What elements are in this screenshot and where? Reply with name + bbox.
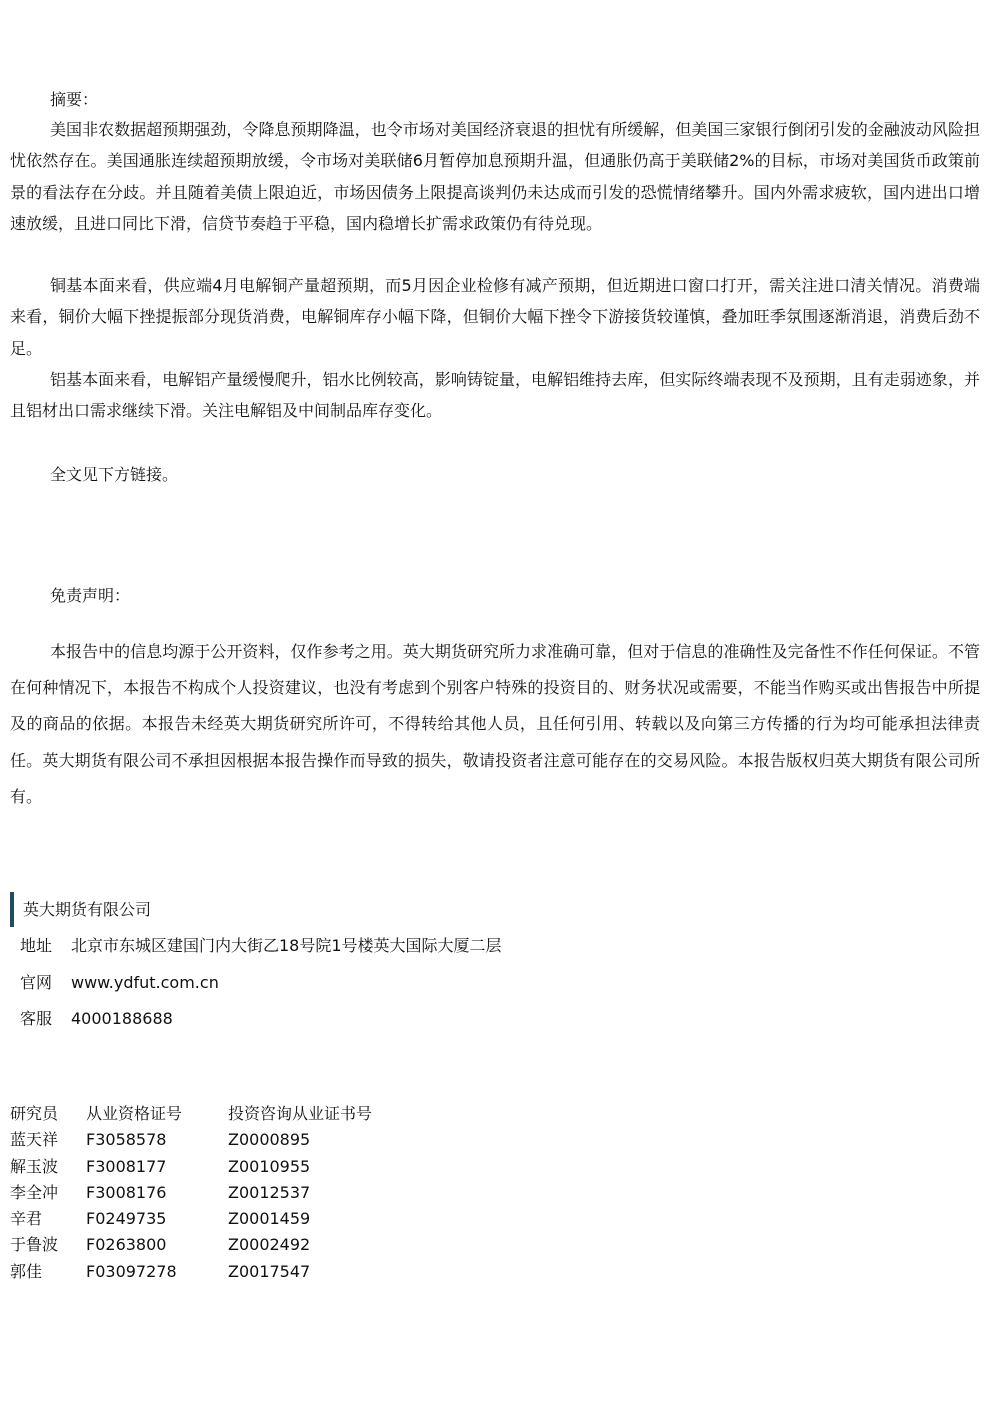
website-label: 官网 <box>20 973 53 992</box>
table-row <box>10 1232 428 1258</box>
table-row <box>10 1127 428 1153</box>
qualification-number: F0263800 <box>86 1235 167 1255</box>
table-row <box>10 1206 428 1232</box>
researcher-name: 辛君 <box>10 1209 43 1229</box>
consulting-cert-number: Z0012537 <box>228 1182 311 1202</box>
consulting-cert-number: Z0002492 <box>228 1235 311 1255</box>
qualification-number: F3058578 <box>86 1130 167 1150</box>
researchers-table <box>10 1101 428 1285</box>
qualification-number: F3008176 <box>86 1182 167 1202</box>
table-header-row <box>10 1101 428 1127</box>
address-value: 北京市东城区建国门内大街乙18号院1号楼英大国际大厦二层 <box>71 936 502 955</box>
contact-address-row <box>20 936 502 956</box>
table-row <box>10 1154 428 1180</box>
header-researcher: 研究员 <box>10 1104 59 1123</box>
summary-paragraph-copper: 铜基本面来看，供应端4月电解铜产量超预期，而5月因企业检修有减产预期，但近期进口窗口打开，需关注进口清关情况。消费端来看，铜价大幅下挫提振部分现货消费，电解铜库存小幅下降，但铜价大幅下挫令下游接货较谨慎，叠加旺季氛围逐渐消退，消费后劲不足。 <box>10 276 980 358</box>
contact-service-row <box>20 1009 173 1029</box>
disclaimer-body: 本报告中的信息均源于公开资料，仅作参考之用。英大期货研究所力求准确可靠，但对于信息的准确性及完备性不作任何保证。不管在何种情况下，本报告不构成个人投资建议，也没有考虑到个别客户特殊的投资目的、财务状况或需要，不能当作购买或出售报告中所提及的商品的依据。本报告未经英大期货研究所许可，不得转给其他人员，且任何引用、转载以及向第三方传播的行为均可能承担法律责任。英大期货有限公司不承担因根据本报告操作而导致的损失，敬请投资者注意可能存在的交易风险。本报告版权归英大期货有限公司所有。 <box>10 642 980 806</box>
summary-heading: 摘要： <box>50 90 99 109</box>
summary-paragraph-aluminum: 铝基本面来看，电解铝产量缓慢爬升，铝水比例较高，影响铸锭量，电解铝维持去库，但实际终端表现不及预期，且有走弱迹象，并且铝材出口需求继续下滑。关注电解铝及中间制品库存变化。 <box>10 370 980 421</box>
consulting-cert-number: Z0000895 <box>228 1130 311 1150</box>
researcher-name: 解玉波 <box>10 1156 59 1176</box>
company-accent-bar <box>10 892 14 927</box>
disclaimer-heading: 免责声明： <box>50 586 131 605</box>
table-row <box>10 1259 428 1285</box>
service-value: 4000188688 <box>71 1009 173 1028</box>
researcher-name: 郭佳 <box>10 1261 43 1281</box>
consulting-cert-number: Z0017547 <box>228 1261 311 1281</box>
address-label: 地址 <box>20 936 53 955</box>
header-consulting-cert: 投资咨询从业证书号 <box>228 1104 373 1123</box>
website-value[interactable]: www.ydfut.com.cn <box>71 973 219 992</box>
qualification-number: F0249735 <box>86 1209 167 1229</box>
company-name: 英大期货有限公司 <box>23 900 152 919</box>
qualification-number: F03097278 <box>86 1261 177 1281</box>
consulting-cert-number: Z0001459 <box>228 1209 311 1229</box>
consulting-cert-number: Z0010955 <box>228 1156 311 1176</box>
service-label: 客服 <box>20 1009 53 1028</box>
researcher-name: 于鲁波 <box>10 1235 59 1255</box>
researcher-name: 蓝天祥 <box>10 1130 59 1150</box>
researcher-name: 李全冲 <box>10 1182 59 1202</box>
table-row <box>10 1180 428 1206</box>
contact-website-row <box>20 973 219 993</box>
qualification-number: F3008177 <box>86 1156 167 1176</box>
header-qualification: 从业资格证号 <box>86 1104 183 1123</box>
summary-paragraph-macro: 美国非农数据超预期强劲，令降息预期降温，也令市场对美国经济衰退的担忧有所缓解，但美国三家银行倒闭引发的金融波动风险担忧依然存在。美国通胀连续超预期放缓，令市场对美联储6月暂停加息预期升温，但通胀仍高于美联储2%的目标，市场对美国货币政策前景的看法存在分歧。并且随着美债上限迫近，市场因债务上限提高谈判仍未达成而引发的恐慌情绪攀升。国内外需求疲软，国内进出口增速放缓，且进口同比下滑，信贷节奏趋于平稳，国内稳增长扩需求政策仍有待兑现。 <box>10 120 980 233</box>
fulltext-note: 全文见下方链接。 <box>50 465 179 484</box>
